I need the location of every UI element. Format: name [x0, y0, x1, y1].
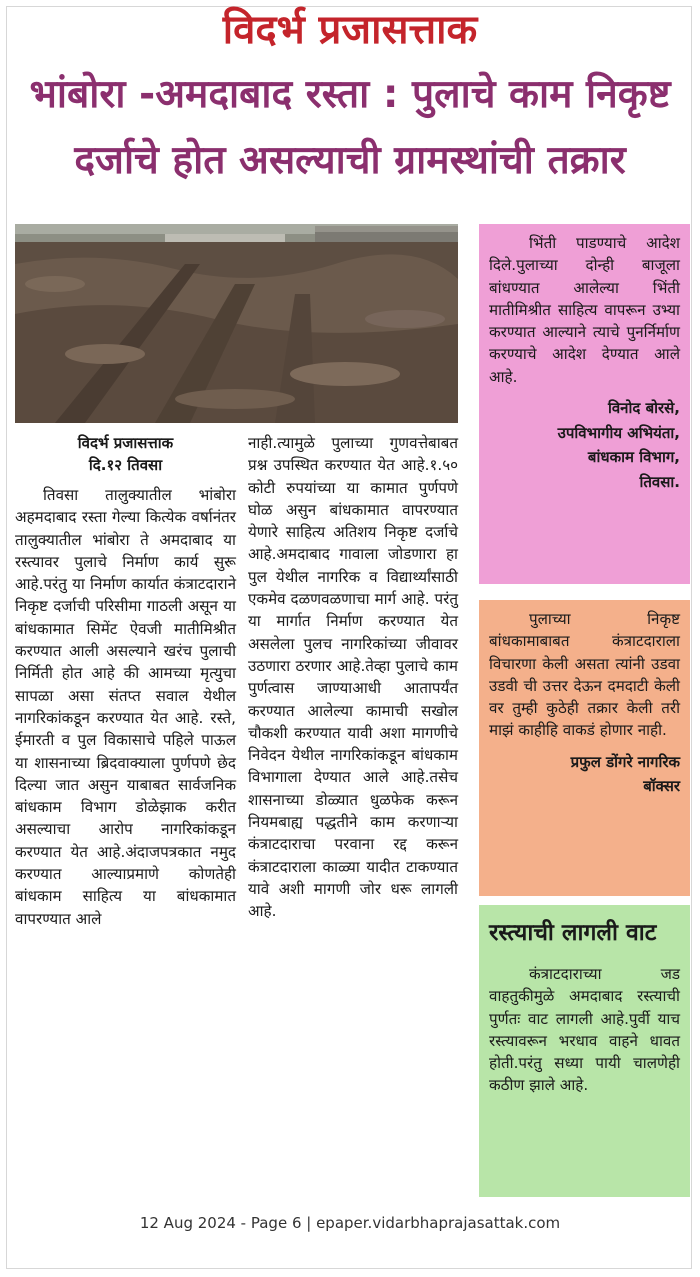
construction-site-photo [15, 224, 458, 423]
citizen-name: प्रफुल डोंगरे नागरिक [570, 752, 680, 771]
official-name: विनोद बोरसे, [607, 399, 680, 418]
road-condition-text: कंत्राटदाराच्या जड वाहतुकीमुळे अमदाबाद रस्त्याची पुर्णतः वाट लागली आहे.पुर्वी याच रस्त्यावरून भरधाव वाहने धावत होती.परंतु सध्या पायी चालणेही कठीण झाले आहे. [489, 965, 680, 1095]
newspaper-masthead: विदर्भ प्रजासत्ताक [222, 7, 478, 53]
official-title: उपविभागीय अभियंता, [557, 423, 680, 442]
road-condition-title: रस्त्याची लागली वाट [489, 920, 657, 946]
article-headline: भांबोरा -अमदाबाद रस्ता : पुलाचे काम निकृष्ट दर्जाचे होत असल्याची ग्रामस्थांची तक्रार [29, 72, 671, 183]
official-place: तिवसा. [639, 472, 680, 491]
official-department: बांधकाम विभाग, [587, 448, 680, 467]
article-byline [15, 432, 236, 476]
byline-dateline: दि.१२ तिवसा [88, 456, 163, 474]
official-statement-text: भिंती पाडण्याचे आदेश दिले.पुलाच्या दोन्ही बाजूला बांधण्यात आलेल्या भिंती मातीमिश्रीत साहित्य वापरून उभ्या करण्यात आल्याने त्याचे पुनर्निर्माण करण्याचे आदेश देण्यात आले आहे. [489, 234, 680, 386]
citizen-role: बॉक्सर [643, 777, 680, 796]
byline-paper: विदर्भ प्रजासत्ताक [77, 434, 174, 452]
sidebar-official-statement [479, 224, 690, 584]
sidebar-road-condition [479, 905, 690, 1197]
citizen-statement-text: पुलाच्या निकृष्ट बांधकामाबाबत कंत्राटदाराला विचारणा केली असता त्यांनी उडवा उडवी ची उत्तर देऊन दमदाटी केली वर तुम्ही कुठेही तक्रार केली तरी माझं काहीहि वाकडं होणार नाही. [489, 610, 680, 740]
citizen-signature [489, 750, 680, 799]
page-footer: 12 Aug 2024 - Page 6 | epaper.vidarbhaprajasattak.com [139, 1214, 561, 1232]
official-signature [489, 396, 680, 494]
article-column-1: तिवसा तालुक्यातील भांबोरा अहमदाबाद रस्ता गेल्या कित्येक वर्षानंतर तालुक्यातील भांबोरा ते अमदाबाद या रस्त्यावर पुलाचे निर्माण कार्य सुरू आहे.परंतु या निर्माण कार्यात कंत्राटदाराने निकृष्ट दर्जाची परिसीमा गाठली असून या बांधकामात सिमेंट ऐवजी मातीमिश्रीत करण्यात आली असल्याने खरंच पुलाची निर्मिती होत आहे की आमच्या मृत्युचा सापळा असा संतप्त सवाल येथील नागरिकांकडून करण्यात येत आहे. रस्ते, ईमारती व पुल विकासाचे पहिले पाऊल या शासनाच्या ब्रिदवाक्याला पुर्णपणे छेद दिल्या जात असुन याबाबत सार्वजनिक बांधकाम विभाग डोळेझाक करीत असल्याचा आरोप नागरिकांकडून करण्यात येत आहे.अंदाजपत्रकात नमुद करण्यात आल्याप्रमाणे कोणतेही बांधकाम साहित्य या बांधकामात वापरण्यात आले [15, 486, 236, 928]
sidebar-citizen-statement [479, 600, 690, 896]
article-column-2: नाही.त्यामुळे पुलाच्या गुणवत्तेबाबत प्रश्न उपस्थित करण्यात येत आहे.१.५० कोटी रुपयांच्या या कामात पुर्णपणे घोळ असुन बांधकामात वापरण्यात येणारे साहित्य अतिशय निकृष्ट दर्जाचे आहे.अमदाबाद गावाला जोडणारा हा पुल येथील नागरिक व विद्यार्थ्यांसाठी एकमेव दळणवळणाचा मार्ग आहे. परंतु या मार्गात निर्माण करण्यात येत असलेला पुलच नागरिकांच्या जीवावर उठणारा ठरणार आहे.तेव्हा पुलाचे काम पुर्णत्वास जाण्याआधी आतापर्यंत करण्यात आलेल्या कामाची सखोल चौकशी करण्यात यावी अशा मागणीचे निवेदन येथील नागरिकांकडून बांधकाम विभागाला देण्यात आले आहे.तसेच शासनाच्या डोळ्यात धुळफेक करून नियमबाह्य पद्धतीने काम करणाऱ्या कंत्राटदाराचा परवाना रद्द करून कंत्राटदाराला काळ्या यादीत टाकण्यात यावे अशी मागणी जोर धरू लागली आहे. [248, 434, 458, 921]
